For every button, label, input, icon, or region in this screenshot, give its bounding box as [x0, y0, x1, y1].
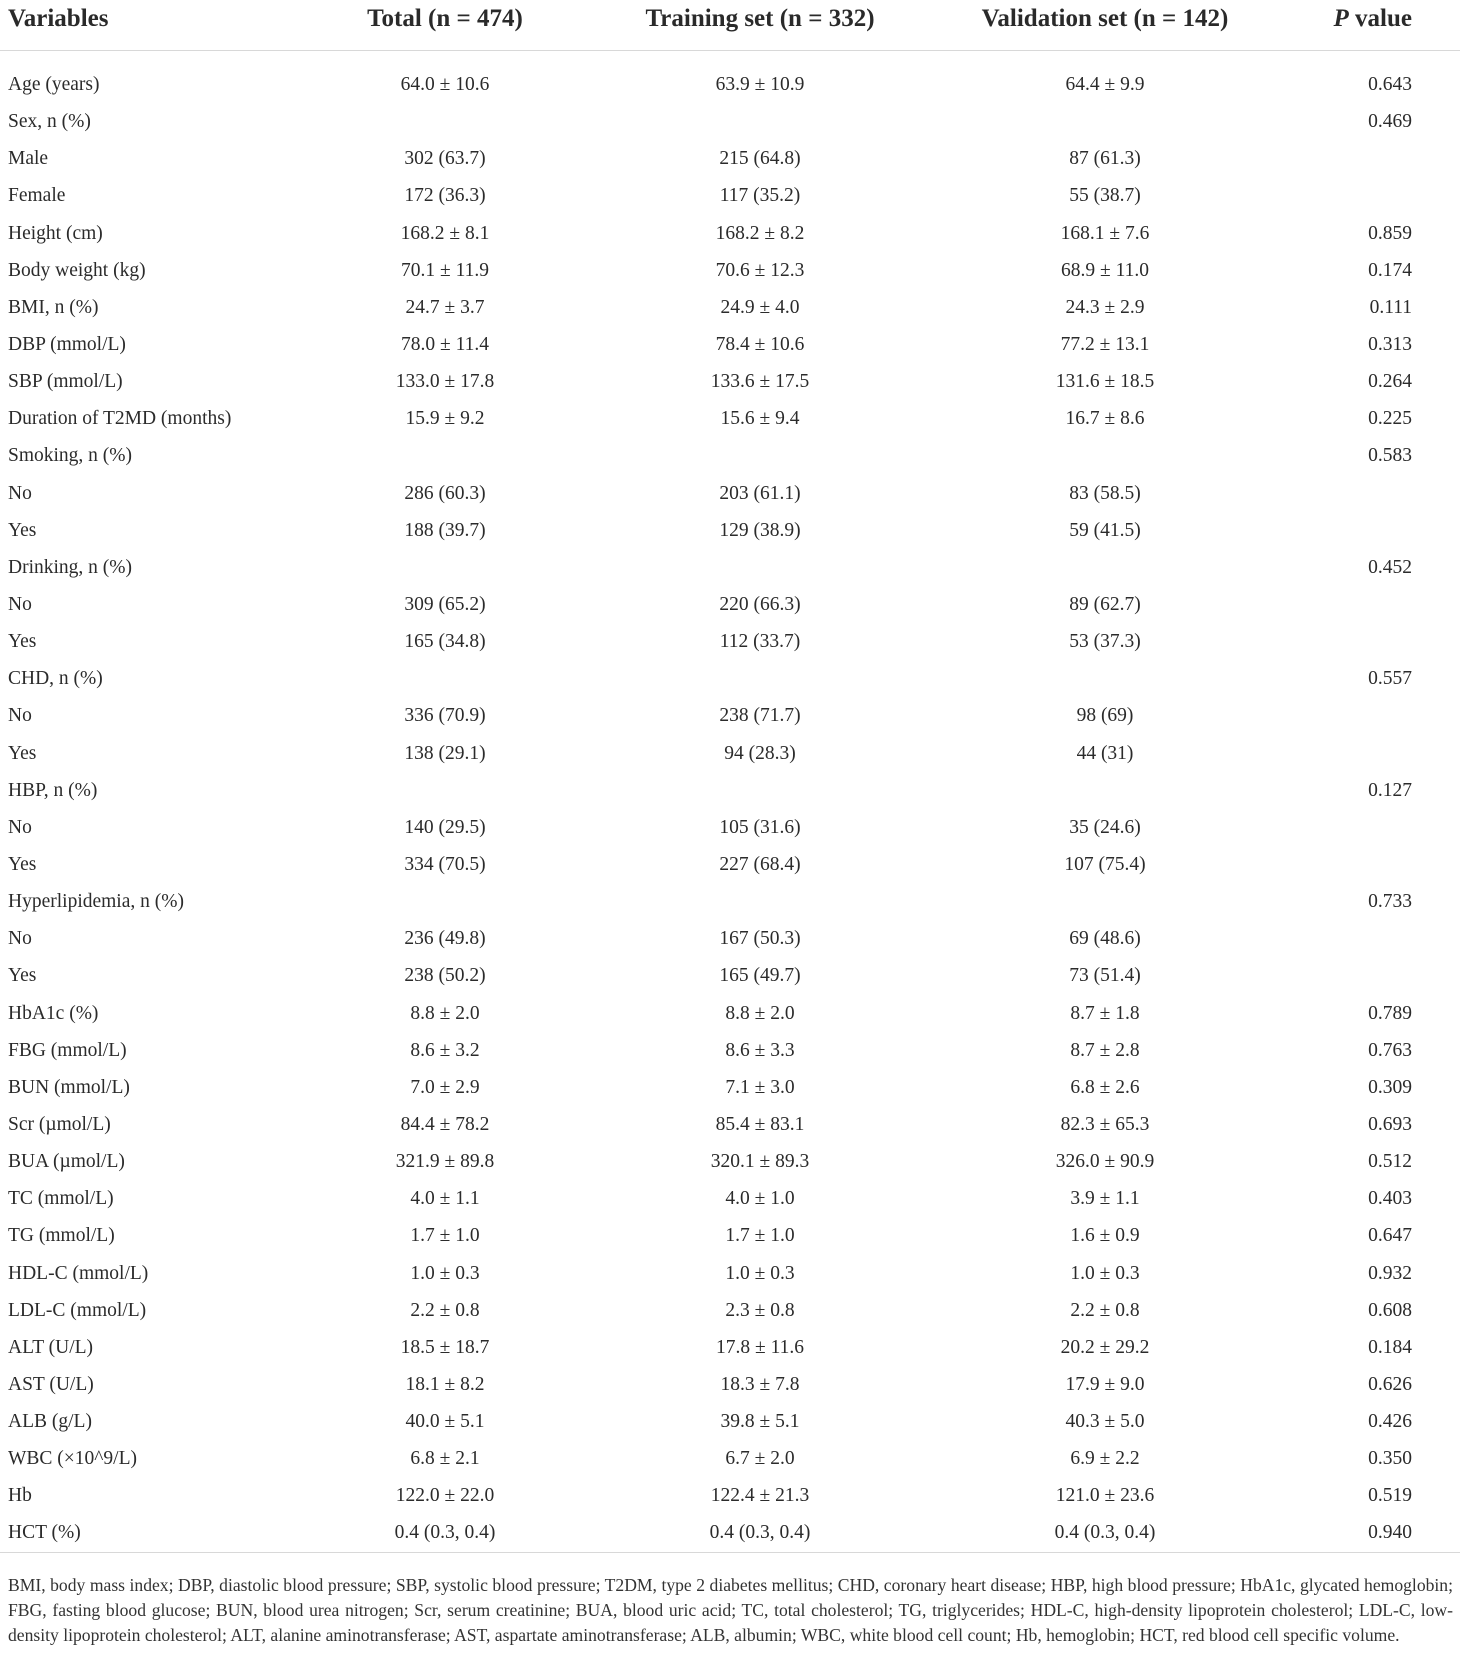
cell-validation: 82.3 ± 65.3	[1060, 1113, 1150, 1135]
table-row	[0, 140, 1460, 177]
cell-total: 309 (65.2)	[404, 593, 486, 615]
cell-training	[590, 660, 930, 697]
cell-validation: 6.8 ± 2.6	[1070, 1076, 1140, 1098]
header-training-set: Training set (n = 332)	[645, 5, 875, 32]
cell-variable: Scr (µmol/L)	[8, 1113, 111, 1135]
cell-training: 39.8 ± 5.1	[720, 1411, 800, 1433]
cell-p-value: 0.403	[1368, 1188, 1412, 1210]
cell-validation: 83 (58.5)	[1069, 482, 1141, 504]
cell-variable: BUN (mmol/L)	[8, 1076, 130, 1098]
table-body	[0, 66, 1460, 1552]
cell-variable: HCT (%)	[8, 1522, 81, 1544]
cell-training: 4.0 ± 1.0	[725, 1188, 795, 1210]
table-row	[0, 697, 1460, 734]
cell-p-value	[1280, 697, 1440, 734]
cell-validation: 17.9 ± 9.0	[1065, 1373, 1145, 1395]
table-row	[0, 289, 1460, 326]
cell-validation: 77.2 ± 13.1	[1060, 333, 1150, 355]
cell-training: 6.7 ± 2.0	[725, 1448, 795, 1470]
cell-variable: DBP (mmol/L)	[8, 333, 126, 355]
cell-p-value: 0.127	[1368, 779, 1412, 801]
cell-training: 1.7 ± 1.0	[725, 1225, 795, 1247]
cell-total: 165 (34.8)	[404, 631, 486, 653]
cell-total: 8.8 ± 2.0	[410, 1002, 480, 1024]
cell-training: 133.6 ± 17.5	[710, 371, 810, 393]
cell-variable: CHD, n (%)	[8, 668, 103, 690]
cell-p-value: 0.426	[1368, 1411, 1412, 1433]
table-footnote: BMI, body mass index; DBP, diastolic blood pressure; SBP, systolic blood pressure; T2DM, type 2 diabetes mellitus; CHD, coronary heart disease; HBP, high blood pressure; HbA1c, glycated hemoglobin; FBG, fasting blood glucose; BUN, blood urea nitrogen; Scr, serum creatinine; BUA, blood uric acid; TC, total cholesterol; TG, triglycerides; HDL-C, high-density lipoprotein cholesterol; LDL-C, low-density lipoprotein cholesterol; ALT, alanine aminotransferase; AST, aspartate aminotransferase; ALB, albumin; WBC, white blood cell count; Hb, hemoglobin; HCT, red blood cell specific volume.	[8, 1575, 1453, 1645]
table-row	[0, 920, 1460, 957]
table-row	[0, 586, 1460, 623]
cell-variable: TC (mmol/L)	[8, 1188, 114, 1210]
cell-training: 203 (61.1)	[719, 482, 801, 504]
table-row	[0, 1255, 1460, 1292]
cell-validation: 59 (41.5)	[1069, 519, 1141, 541]
cell-total: 133.0 ± 17.8	[395, 371, 495, 393]
cell-variable: Hyperlipidemia, n (%)	[8, 891, 184, 913]
cell-p-value: 0.184	[1368, 1336, 1412, 1358]
cell-p-value: 0.859	[1368, 222, 1412, 244]
table-row	[0, 883, 1460, 920]
table-row	[0, 809, 1460, 846]
cell-training: 105 (31.6)	[719, 816, 801, 838]
cell-total: 168.2 ± 8.1	[400, 222, 490, 244]
table-row	[0, 846, 1460, 883]
cell-validation	[930, 549, 1280, 586]
cell-total: 238 (50.2)	[404, 965, 486, 987]
cell-variable: BMI, n (%)	[8, 296, 99, 318]
cell-total: 1.0 ± 0.3	[410, 1262, 480, 1284]
cell-training: 112 (33.7)	[719, 631, 801, 653]
cell-p-value	[1280, 623, 1440, 660]
cell-total: 6.8 ± 2.1	[410, 1448, 480, 1470]
cell-validation: 20.2 ± 29.2	[1060, 1336, 1150, 1358]
cell-p-value	[1280, 920, 1440, 957]
cell-validation: 40.3 ± 5.0	[1065, 1411, 1145, 1433]
cell-p-value	[1280, 512, 1440, 549]
cell-variable: No	[8, 482, 32, 504]
cell-variable: No	[8, 816, 32, 838]
cell-validation: 168.1 ± 7.6	[1060, 222, 1150, 244]
table-row	[0, 252, 1460, 289]
cell-p-value: 0.789	[1368, 1002, 1412, 1024]
cell-p-value	[1280, 846, 1440, 883]
cell-training: 165 (49.7)	[719, 965, 801, 987]
cell-p-value: 0.225	[1368, 408, 1412, 430]
table-row	[0, 1440, 1460, 1477]
cell-training: 18.3 ± 7.8	[720, 1373, 800, 1395]
table-row	[0, 1032, 1460, 1069]
cell-variable: BUA (µmol/L)	[8, 1151, 125, 1173]
cell-p-value: 0.643	[1368, 74, 1412, 95]
cell-validation	[930, 660, 1280, 697]
table-row	[0, 437, 1460, 474]
cell-validation	[930, 437, 1280, 474]
cell-training: 215 (64.8)	[719, 148, 801, 170]
cell-p-value: 0.350	[1368, 1448, 1412, 1470]
table-row	[0, 995, 1460, 1032]
cell-validation: 24.3 ± 2.9	[1065, 296, 1145, 318]
table-row	[0, 772, 1460, 809]
cell-p-value	[1280, 586, 1440, 623]
cell-total: 4.0 ± 1.1	[410, 1188, 480, 1210]
cell-variable: FBG (mmol/L)	[8, 1039, 127, 1061]
cell-total: 138 (29.1)	[404, 742, 486, 764]
cell-variable: Body weight (kg)	[8, 259, 146, 281]
cell-validation: 44 (31)	[1076, 742, 1134, 764]
table-row	[0, 103, 1460, 140]
table-row	[0, 1329, 1460, 1366]
cell-training: 15.6 ± 9.4	[720, 408, 800, 430]
table-row	[0, 1217, 1460, 1254]
cell-training: 227 (68.4)	[719, 853, 801, 875]
cell-p-value: 0.452	[1368, 556, 1412, 578]
cell-p-value: 0.626	[1368, 1373, 1412, 1395]
cell-p-value: 0.583	[1368, 445, 1412, 467]
cell-training: 122.4 ± 21.3	[710, 1485, 810, 1507]
cell-validation	[930, 883, 1280, 920]
cell-total	[300, 660, 590, 697]
table-row	[0, 1106, 1460, 1143]
cell-p-value: 0.313	[1368, 333, 1412, 355]
cell-variable: Yes	[8, 853, 37, 875]
cell-training	[590, 772, 930, 809]
cell-validation: 3.9 ± 1.1	[1070, 1188, 1140, 1210]
cell-total: 140 (29.5)	[404, 816, 486, 838]
cell-training	[590, 549, 930, 586]
cell-training: 167 (50.3)	[719, 928, 801, 950]
cell-validation: 1.6 ± 0.9	[1070, 1225, 1140, 1247]
cell-validation: 55 (38.7)	[1069, 185, 1141, 207]
cell-training: 17.8 ± 11.6	[716, 1336, 804, 1358]
cell-validation: 87 (61.3)	[1069, 148, 1141, 170]
cell-validation: 8.7 ± 1.8	[1070, 1002, 1140, 1024]
cell-variable: TG (mmol/L)	[8, 1225, 115, 1247]
cell-p-value	[1280, 475, 1440, 512]
cell-training: 94 (28.3)	[724, 742, 796, 764]
table-row	[0, 177, 1460, 214]
cell-p-value	[1280, 957, 1440, 994]
cell-training: 78.4 ± 10.6	[715, 333, 805, 355]
table-row	[0, 1366, 1460, 1403]
cell-training: 129 (38.9)	[719, 519, 801, 541]
cell-p-value	[1280, 735, 1440, 772]
cell-p-value: 0.519	[1368, 1485, 1412, 1507]
cell-total	[300, 549, 590, 586]
cell-training: 238 (71.7)	[719, 705, 801, 727]
cell-total: 336 (70.9)	[404, 705, 486, 727]
cell-validation: 8.7 ± 2.8	[1070, 1039, 1140, 1061]
cell-total: 84.4 ± 78.2	[400, 1113, 490, 1135]
cell-total: 1.7 ± 1.0	[410, 1225, 480, 1247]
cell-validation	[930, 772, 1280, 809]
cell-p-value: 0.733	[1368, 891, 1412, 913]
cell-variable: Yes	[8, 519, 37, 541]
cell-variable: Age (years)	[8, 74, 100, 95]
header-p-letter: P	[1333, 5, 1349, 32]
cell-variable: No	[8, 705, 32, 727]
cell-training: 8.6 ± 3.3	[725, 1039, 795, 1061]
cell-total: 2.2 ± 0.8	[410, 1299, 480, 1321]
cell-training: 117 (35.2)	[719, 185, 801, 207]
cell-p-value: 0.512	[1368, 1151, 1412, 1173]
header-p-value	[1280, 0, 1440, 50]
cell-validation: 73 (51.4)	[1069, 965, 1141, 987]
cell-variable: No	[8, 928, 32, 950]
cell-training	[590, 437, 930, 474]
cell-p-value: 0.647	[1368, 1225, 1412, 1247]
table-row	[0, 735, 1460, 772]
cell-p-value: 0.469	[1368, 111, 1412, 133]
table-header-row	[0, 0, 1460, 51]
cell-variable: Hb	[8, 1485, 32, 1507]
header-total: Total (n = 474)	[367, 5, 523, 32]
cell-variable: ALT (U/L)	[8, 1336, 94, 1358]
cell-validation: 69 (48.6)	[1069, 928, 1141, 950]
cell-validation: 16.7 ± 8.6	[1065, 408, 1145, 430]
cell-variable: Smoking, n (%)	[8, 445, 133, 467]
cell-total: 24.7 ± 3.7	[405, 296, 485, 318]
cell-p-value: 0.557	[1368, 668, 1412, 690]
cell-variable: SBP (mmol/L)	[8, 371, 123, 393]
cell-total: 70.1 ± 11.9	[401, 259, 489, 281]
cell-p-value: 0.111	[1369, 296, 1412, 318]
cell-training: 7.1 ± 3.0	[725, 1076, 795, 1098]
cell-validation: 98 (69)	[1076, 705, 1134, 727]
table-row	[0, 400, 1460, 437]
table-row	[0, 1180, 1460, 1217]
cell-variable: ALB (g/L)	[8, 1411, 92, 1433]
header-validation-set: Validation set (n = 142)	[981, 5, 1229, 32]
cell-validation: 326.0 ± 90.9	[1055, 1151, 1155, 1173]
cell-p-value: 0.932	[1368, 1262, 1412, 1284]
cell-total: 15.9 ± 9.2	[405, 408, 485, 430]
cell-validation: 131.6 ± 18.5	[1055, 371, 1155, 393]
cell-validation	[930, 103, 1280, 140]
cell-total: 302 (63.7)	[404, 148, 486, 170]
table-row	[0, 1292, 1460, 1329]
cell-validation: 53 (37.3)	[1069, 631, 1141, 653]
table-row	[0, 1514, 1460, 1551]
table-row	[0, 363, 1460, 400]
cell-training: 24.9 ± 4.0	[720, 296, 800, 318]
cell-p-value	[1280, 177, 1440, 214]
cell-total: 8.6 ± 3.2	[410, 1039, 480, 1061]
cell-total: 236 (49.8)	[404, 928, 486, 950]
cell-variable: WBC (×10^9/L)	[8, 1448, 138, 1470]
table-row	[0, 549, 1460, 586]
cell-validation: 89 (62.7)	[1069, 593, 1141, 615]
cell-training: 70.6 ± 12.3	[715, 259, 805, 281]
cell-validation: 64.4 ± 9.9	[1065, 74, 1145, 95]
cell-training: 320.1 ± 89.3	[710, 1151, 810, 1173]
cell-variable: LDL-C (mmol/L)	[8, 1299, 147, 1321]
table-row	[0, 1143, 1460, 1180]
cell-p-value: 0.608	[1368, 1299, 1412, 1321]
table-row	[0, 215, 1460, 252]
cell-training	[590, 103, 930, 140]
cell-p-value: 0.940	[1368, 1522, 1412, 1544]
cell-total: 188 (39.7)	[404, 519, 486, 541]
cell-total	[300, 883, 590, 920]
cell-p-value	[1280, 140, 1440, 177]
cell-variable: Drinking, n (%)	[8, 556, 133, 578]
cell-training: 63.9 ± 10.9	[715, 74, 805, 95]
cell-variable: Sex, n (%)	[8, 111, 91, 133]
cell-total	[300, 103, 590, 140]
cell-variable: Female	[8, 185, 66, 207]
cell-total: 321.9 ± 89.8	[395, 1151, 495, 1173]
cell-p-value: 0.693	[1368, 1113, 1412, 1135]
cell-validation: 2.2 ± 0.8	[1070, 1299, 1140, 1321]
cell-validation: 107 (75.4)	[1064, 853, 1146, 875]
table-row	[0, 623, 1460, 660]
cell-variable: No	[8, 593, 32, 615]
cell-total: 7.0 ± 2.9	[410, 1076, 480, 1098]
cell-total: 0.4 (0.3, 0.4)	[394, 1522, 496, 1544]
cell-training: 220 (66.3)	[719, 593, 801, 615]
cell-total	[300, 772, 590, 809]
table-row	[0, 1069, 1460, 1106]
cell-training: 2.3 ± 0.8	[725, 1299, 795, 1321]
cell-validation: 1.0 ± 0.3	[1070, 1262, 1140, 1284]
cell-variable: Height (cm)	[8, 222, 103, 244]
cell-training: 85.4 ± 83.1	[715, 1113, 805, 1135]
cell-training: 1.0 ± 0.3	[725, 1262, 795, 1284]
cell-validation: 121.0 ± 23.6	[1055, 1485, 1155, 1507]
cell-total: 40.0 ± 5.1	[405, 1411, 485, 1433]
cell-training	[590, 883, 930, 920]
header-variables: Variables	[8, 5, 109, 32]
cell-total: 172 (36.3)	[404, 185, 486, 207]
cell-variable: AST (U/L)	[8, 1373, 94, 1395]
table-bottom-rule	[0, 1552, 1460, 1553]
cell-validation: 35 (24.6)	[1069, 816, 1141, 838]
cell-variable: Duration of T2MD (months)	[8, 408, 232, 430]
cell-variable: HbA1c (%)	[8, 1002, 99, 1024]
cell-total: 78.0 ± 11.4	[401, 333, 489, 355]
cell-p-value: 0.174	[1368, 259, 1412, 281]
cell-p-value: 0.309	[1368, 1076, 1412, 1098]
cell-validation: 0.4 (0.3, 0.4)	[1054, 1522, 1156, 1544]
cell-total	[300, 437, 590, 474]
header-p-suffix: value	[1348, 5, 1412, 32]
cell-variable: Yes	[8, 631, 37, 653]
table-row	[0, 512, 1460, 549]
cell-training: 8.8 ± 2.0	[725, 1002, 795, 1024]
cell-validation: 6.9 ± 2.2	[1070, 1448, 1140, 1470]
cell-total: 18.1 ± 8.2	[405, 1373, 485, 1395]
cell-p-value: 0.264	[1368, 371, 1412, 393]
cell-p-value: 0.763	[1368, 1039, 1412, 1061]
cell-variable: HBP, n (%)	[8, 779, 98, 801]
cell-validation: 68.9 ± 11.0	[1061, 259, 1149, 281]
cell-p-value	[1280, 809, 1440, 846]
cell-total: 18.5 ± 18.7	[400, 1336, 490, 1358]
cell-variable: Yes	[8, 965, 37, 987]
table-row	[0, 957, 1460, 994]
table-row	[0, 326, 1460, 363]
table-row	[0, 1477, 1460, 1514]
cell-total: 122.0 ± 22.0	[395, 1485, 495, 1507]
table-row	[0, 475, 1460, 512]
cell-training: 168.2 ± 8.2	[715, 222, 805, 244]
cell-variable: Yes	[8, 742, 37, 764]
cell-variable: Male	[8, 148, 49, 170]
cell-variable: HDL-C (mmol/L)	[8, 1262, 149, 1284]
cell-total: 334 (70.5)	[404, 853, 486, 875]
cell-total: 286 (60.3)	[404, 482, 486, 504]
cell-training: 0.4 (0.3, 0.4)	[709, 1522, 811, 1544]
table-row	[0, 1403, 1460, 1440]
table-row	[0, 66, 1460, 103]
table-row	[0, 660, 1460, 697]
cell-total: 64.0 ± 10.6	[400, 74, 490, 95]
